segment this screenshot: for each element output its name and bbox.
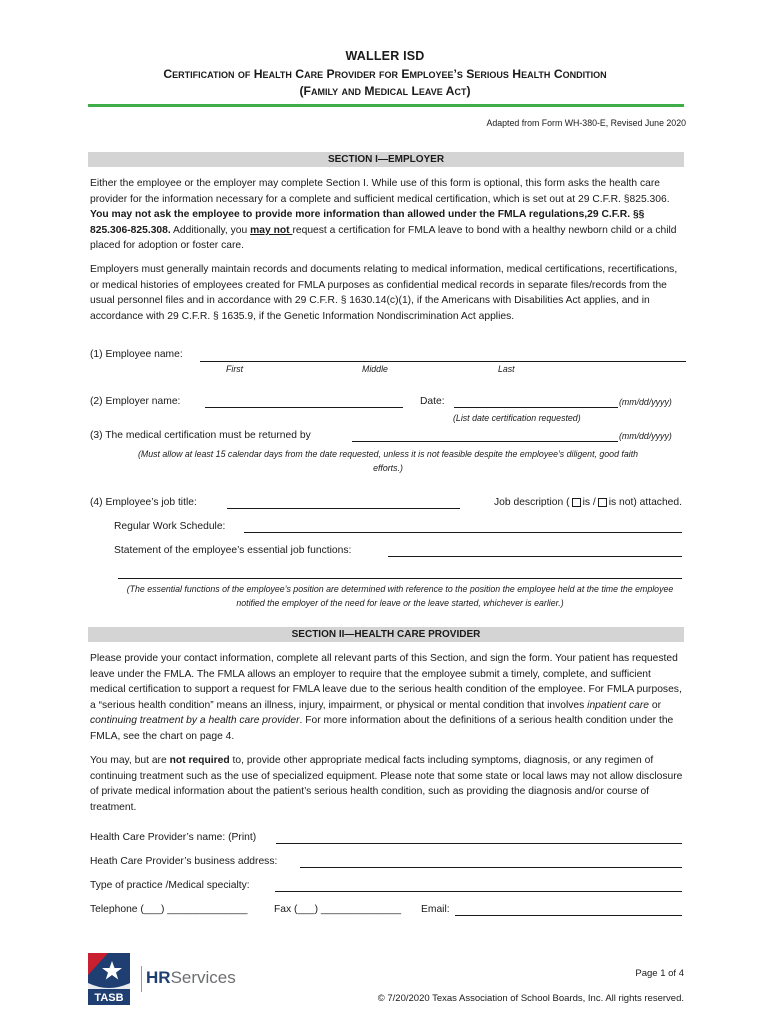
essential-functions-note: (The essential functions of the employee’s position are determined with reference to the position the employee held at the time the employee notified the employer of the need for leave or the leave started, whichever is earlier.) [126, 584, 674, 608]
title-divider [88, 104, 684, 107]
provider-name-label: Health Care Provider’s name: (Print) [90, 832, 257, 843]
return-by-field[interactable] [352, 441, 618, 442]
is-attached-label: is / [582, 497, 596, 508]
is-not-attached-checkbox[interactable] [598, 498, 607, 507]
job-description-options [494, 497, 682, 508]
form-title-line2: (Family and Medical Leave Act) [299, 84, 471, 98]
hr-rest: Services [170, 968, 236, 987]
date-label: Date: [420, 396, 445, 407]
employer-name-label: (2) Employer name: [90, 396, 181, 407]
s2p1-text-continuing: continuing treatment by a health care provider [90, 715, 300, 727]
first-name-caption: First [226, 364, 244, 374]
telephone-field[interactable]: Telephone (___) ______________ [90, 904, 248, 915]
last-name-caption: Last [498, 364, 515, 374]
business-address-field[interactable] [300, 867, 682, 868]
section2-paragraph-1 [90, 651, 685, 745]
provider-name-field[interactable] [276, 843, 682, 844]
job-title-field[interactable] [227, 508, 460, 509]
form-title [60, 66, 710, 100]
job-title-label: (4) Employee’s job title: [90, 497, 197, 508]
return-by-label: (3) The medical certification must be returned by [90, 430, 311, 441]
job-description-label: Job description ( [494, 497, 570, 508]
date-requested-note: (List date certification requested) [453, 413, 581, 423]
s2p1-text-c: or [649, 699, 662, 711]
district-name: WALLER ISD [345, 49, 425, 63]
specialty-field[interactable] [275, 891, 682, 892]
copyright-notice: © 7/20/2020 Texas Association of School Boards, Inc. All rights reserved. [377, 993, 684, 1004]
return-by-note: (Must allow at least 15 calendar days from the date requested, unless it is not feasible despite the employee’s diligent, good faith efforts.) [137, 449, 639, 473]
s2p1-text-inpatient: inpatient care [587, 699, 649, 711]
s1p1-text-e: request a certification for FMLA leave to bond with a healthy newborn child or a child placed for adoption or foster care. [90, 224, 677, 252]
employee-name-field[interactable] [200, 361, 686, 362]
essential-functions-label: Statement of the employee’s essential job functions: [114, 545, 352, 556]
s2p1-text-a: Please provide your contact information, complete all relevant parts of this Section, and sign the form. Your patient has requested leave under the FMLA. The FMLA allows an employer to require that the employee submit a timely, complete, and sufficient medical certification to support a request for FMLA leave due to the serious health condition of the employee. For FMLA purposes, a “serious health condition” means an illness, injury, impairment, or physical or mental condition that involves [90, 653, 682, 711]
page-number: Page 1 of 4 [635, 968, 684, 979]
s1p1-text-bold: You may not ask the employee to provide more information than allowed under the FMLA regulations,29 C.F.R. §§ 825.306-825.308. [90, 209, 645, 236]
hr-bold: HR [146, 968, 171, 987]
hr-services-wordmark [146, 968, 236, 988]
adapted-note: Adapted from Form WH-380-E, Revised June 2020 [486, 118, 686, 128]
s2p2-text-c: to, provide other appropriate medical facts including symptoms, diagnosis, or any regimen of continuing treatment such as the use of specialized equipment. Please note that some state or local laws may not allow disclosure of private medical information about the patient’s serious health condition, such as providing the diagnosis and/or course of treatment. [90, 755, 683, 813]
middle-name-caption: Middle [362, 364, 388, 374]
fax-field[interactable]: Fax (___) ______________ [274, 904, 402, 915]
s1p1-text-a: Either the employee or the employer may complete Section I. While use of this form is optional, this form asks the health care provider for the information necessary for a complete and sufficient medical certification, which is set out at 29 C.F.R. §825.306. [90, 178, 670, 205]
s1p1-text-c: Additionally, you [170, 224, 251, 236]
logo-divider [141, 966, 142, 992]
essential-functions-field-line2[interactable] [118, 578, 682, 579]
is-not-attached-label: is not) attached. [608, 497, 682, 508]
email-field[interactable] [455, 915, 682, 916]
section1-paragraph-2: Employers must generally maintain records and documents relating to medical information, medical certifications, recertifications, or medical histories of employees created for FMLA purposes as confidential medical records in separate files/records from the usual personnel files and in accordance with 29 C.F.R. § 1630.14(c)(1), if the Americans with Disabilities Act applies, and in accordance with 29 C.F.R. § 1635.9, if the Genetic Information Nondiscrimination Act applies. [90, 264, 678, 322]
essential-functions-field[interactable] [388, 556, 682, 557]
logo-text: TASB [94, 992, 124, 1004]
s2p1-text-e: . For more information about the definitions of a serious health condition under the FMLA, see the chart on page 4. [90, 715, 674, 742]
work-schedule-field[interactable] [244, 532, 682, 533]
is-attached-checkbox[interactable] [572, 498, 581, 507]
specialty-label: Type of practice /Medical specialty: [90, 880, 250, 891]
tasb-logo [88, 953, 130, 1005]
employee-name-label: (1) Employee name: [90, 349, 183, 360]
return-by-format-hint: (mm/dd/yyyy) [619, 431, 672, 441]
work-schedule-label: Regular Work Schedule: [114, 521, 226, 532]
s2p2-text-bold: not required [169, 755, 230, 766]
employer-name-field[interactable] [205, 407, 403, 408]
business-address-label: Heath Care Provider’s business address: [90, 856, 278, 867]
section2-paragraph-2 [90, 753, 685, 815]
form-title-line1: Certification of Health Care Provider for Employee’s Serious Health Condition [163, 67, 607, 81]
date-field[interactable] [454, 407, 618, 408]
date-format-hint: (mm/dd/yyyy) [619, 397, 672, 407]
s1p1-text-underlined: may not [250, 224, 293, 236]
s2p2-text-a: You may, but are [90, 755, 170, 766]
email-label: Email: [421, 904, 450, 915]
section2-heading: SECTION II—HEALTH CARE PROVIDER [88, 627, 684, 642]
section1-paragraph-1 [90, 176, 685, 254]
section1-heading: SECTION I—EMPLOYER [88, 152, 684, 167]
